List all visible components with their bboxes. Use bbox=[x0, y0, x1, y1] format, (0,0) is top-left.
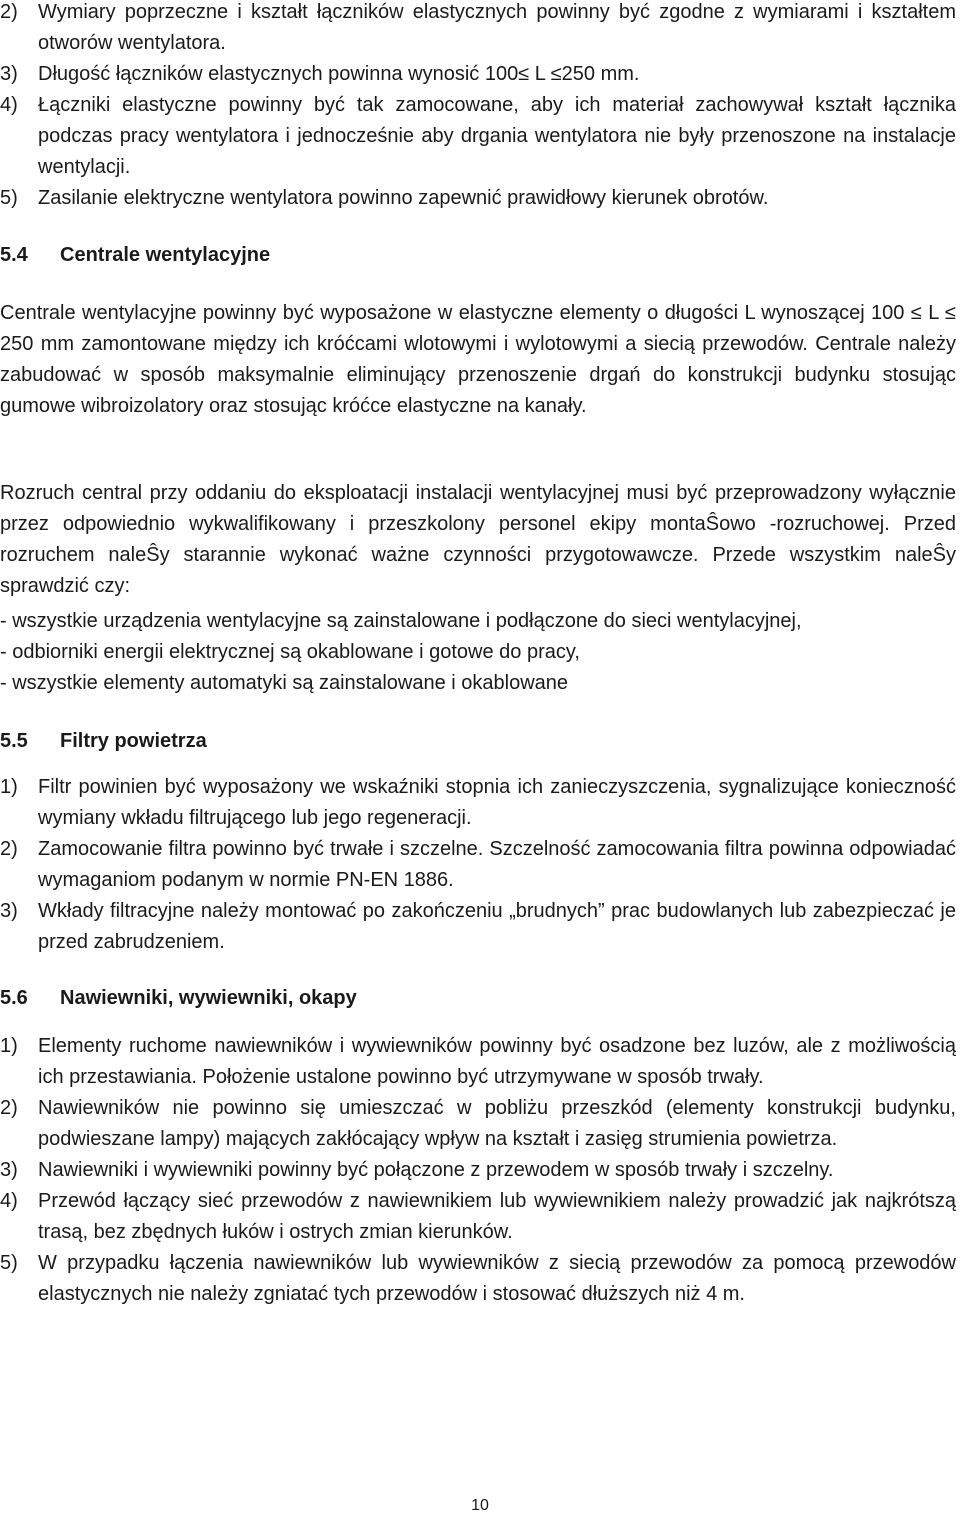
item-text: Wymiary poprzeczne i kształt łączników elastycznych powinny być zgodne z wymiarami i kształtem otworów wentylatora. bbox=[38, 1, 956, 54]
list-item bbox=[0, 896, 956, 958]
item-text: W przypadku łączenia nawiewników lub wywiewników z siecią przewodów za pomocą przewodów elastycznych nie należy zgniatać tych przewodów i stosować dłuższych niż 4 m. bbox=[38, 1252, 956, 1305]
paragraph-text: Rozruch central przy oddaniu do eksploatacji instalacji wentylacyjnej musi być przeprowadzony wyłącznie przez odpowiednio wykwalifikowany i przeszkolony personel ekipy montaŜowo -rozruchowej. Przed rozruchem naleŜy starannie wykonać ważne czynności przygotowawcze. Przede wszystkim naleŜy sprawdzić czy: bbox=[0, 482, 956, 597]
list-item bbox=[0, 1031, 956, 1093]
paragraph bbox=[0, 478, 956, 602]
section-number: 5.6 bbox=[0, 987, 28, 1009]
list-item bbox=[0, 1186, 956, 1248]
item-text: Wkłady filtracyjne należy montować po zakończeniu „brudnych” prac budowlanych lub zabezpieczać je przed zabrudzeniem. bbox=[38, 900, 956, 953]
paragraph-text: Centrale wentylacyjne powinny być wyposażone w elastyczne elementy o długości L wynoszącej 100 ≤ L ≤ 250 mm zamontowane między ich króćcami wlotowymi i wylotowymi a siecią przewodów. Centrale należy zabudować w sposób maksymalnie eliminujący przenoszenie drgań do konstrukcji budynku stosując gumowe wibroizolatory oraz stosując króćce elastyczne na kanały. bbox=[0, 302, 956, 417]
item-text: Elementy ruchome nawiewników i wywiewników powinny być osadzone bez luzów, ale z możliwością ich przestawiania. Położenie ustalone powinno być utrzymywane w sposób trwały. bbox=[38, 1035, 956, 1088]
item-number: 3) bbox=[0, 1159, 18, 1181]
top-list bbox=[0, 0, 956, 214]
item-number: 2) bbox=[0, 1, 18, 23]
item-text: Filtr powinien być wyposażony we wskaźniki stopnia ich zanieczyszczenia, sygnalizujące konieczność wymiany wkładu filtrującego lub jego regeneracji. bbox=[38, 776, 956, 829]
list-item bbox=[0, 183, 956, 214]
item-number: 4) bbox=[0, 94, 18, 116]
item-number: 5) bbox=[0, 1252, 18, 1274]
bullet-item: - odbiorniki energii elektrycznej są okablowane i gotowe do pracy, bbox=[0, 641, 580, 663]
section-title: Nawiewniki, wywiewniki, okapy bbox=[60, 987, 357, 1009]
item-text: Nawiewniki i wywiewniki powinny być połączone z przewodem w sposób trwały i szczelny. bbox=[38, 1159, 834, 1181]
item-number: 4) bbox=[0, 1190, 18, 1212]
list-item bbox=[0, 1248, 956, 1310]
list-item bbox=[0, 90, 956, 183]
item-text: Przewód łączący sieć przewodów z nawiewnikiem lub wywiewnikiem należy prowadzić jak najkrótszą trasą, bez zbędnych łuków i ostrych zmian kierunków. bbox=[38, 1190, 956, 1243]
item-number: 2) bbox=[0, 1097, 18, 1119]
paragraph bbox=[0, 298, 956, 422]
section-number: 5.4 bbox=[0, 244, 28, 266]
filter-list bbox=[0, 772, 956, 958]
diffuser-list bbox=[0, 1031, 956, 1310]
item-text: Zamocowanie filtra powinno być trwałe i szczelne. Szczelność zamocowania filtra powinna odpowiadać wymaganiom podanym w normie PN-EN 1886. bbox=[38, 838, 956, 891]
bullet-item: - wszystkie urządzenia wentylacyjne są zainstalowane i podłączone do sieci wentylacyjnej, bbox=[0, 610, 802, 632]
item-number: 2) bbox=[0, 838, 18, 860]
bullet-item: - wszystkie elementy automatyki są zainstalowane i okablowane bbox=[0, 672, 569, 694]
item-text: Nawiewników nie powinno się umieszczać w pobliżu przeszkód (elementy konstrukcji budynku, podwieszane lampy) mających zakłócający wpływ na kształt i zasięg strumienia powietrza. bbox=[38, 1097, 956, 1150]
list-item bbox=[0, 772, 956, 834]
item-number: 3) bbox=[0, 63, 18, 85]
section-heading-5-6 bbox=[0, 983, 956, 1014]
item-number: 1) bbox=[0, 1035, 18, 1057]
list-item bbox=[0, 1155, 956, 1186]
item-text: Zasilanie elektryczne wentylatora powinno zapewnić prawidłowy kierunek obrotów. bbox=[38, 187, 769, 209]
item-text: Łączniki elastyczne powinny być tak zamocowane, aby ich materiał zachowywał kształt łącznika podczas pracy wentylatora i jednocześnie aby drgania wentylatora nie były przenoszone na instalacje wentylacji. bbox=[38, 94, 956, 178]
section-heading-5-4 bbox=[0, 240, 956, 271]
list-item bbox=[0, 1093, 956, 1155]
item-number: 3) bbox=[0, 900, 18, 922]
item-number: 1) bbox=[0, 776, 18, 798]
list-item bbox=[0, 0, 956, 59]
section-title: Centrale wentylacyjne bbox=[60, 244, 271, 266]
section-title: Filtry powietrza bbox=[60, 730, 207, 752]
item-text: Długość łączników elastycznych powinna wynosić 100≤ L ≤250 mm. bbox=[38, 63, 640, 85]
page-number: 10 bbox=[471, 1497, 489, 1514]
list-item bbox=[0, 834, 956, 896]
section-heading-5-5 bbox=[0, 726, 956, 757]
bullet-list bbox=[0, 606, 956, 699]
item-number: 5) bbox=[0, 187, 18, 209]
section-number: 5.5 bbox=[0, 730, 28, 752]
list-item bbox=[0, 59, 956, 90]
